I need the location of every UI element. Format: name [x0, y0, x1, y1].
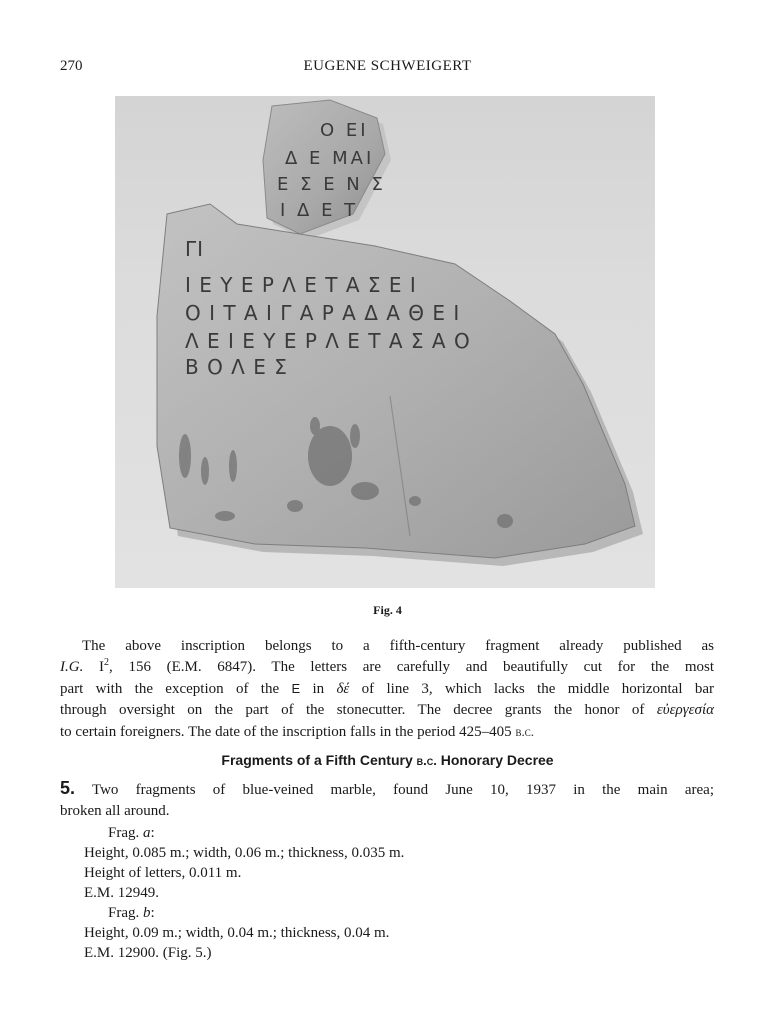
large-fragment-line-5: Β Ο Λ Ε Σ [185, 355, 288, 379]
frag-a-dimensions: Height, 0.085 m.; width, 0.06 m.; thickness, 0.035 m. [84, 845, 405, 861]
frag-b-inventory: E.M. 12900. (Fig. 5.) [84, 945, 212, 961]
frag-b-specs [84, 903, 389, 963]
paragraph1-line4: through oversight on the part of the stonecutter. The decree grants the honor of εὐεργεσία [60, 702, 714, 718]
frag-a-inventory: E.M. 12949. [84, 885, 159, 901]
large-fragment-line-4: Λ Ε Ι Ε Υ Ε Ρ Λ Ε Τ Α Σ Α Ο [185, 329, 471, 353]
paragraph-description [60, 636, 714, 743]
section-heading: Fragments of a Fifth Century b.c. Honorary Decree [221, 752, 554, 768]
paragraph1-line2: I.G. $I^2$, 156 (E.M. 6847). The letters are carefully and beautifully cut for the most [60, 657, 715, 675]
frag-b-dimensions: Height, 0.09 m.; width, 0.04 m.; thickness, 0.04 m. [84, 925, 390, 941]
inscription-photograph [115, 96, 655, 588]
marble-fragments-drawing [115, 96, 655, 588]
large-fragment-line-2: Ι Ε Υ Ε Ρ Λ Ε Τ Α Σ Ε Ι [185, 273, 417, 297]
paragraph1-line1: The above inscription belongs to a fifth-century fragment already published as [82, 638, 714, 654]
paragraph1-line5: to certain foreigners. The date of the inscription falls in the period 425–405 b.c. [60, 724, 534, 740]
large-fragment-line-1: ΓΙ [185, 237, 205, 261]
small-fragment-line-1: Ο ΕΙ [320, 120, 369, 141]
frag-a-specs [84, 823, 404, 903]
item-number: 5. [60, 778, 76, 798]
small-fragment-line-3: Ε Σ Ε Ν Σ [277, 174, 386, 195]
small-fragment-line-4: Ι Δ Ε Τ [280, 200, 359, 221]
figure-caption: Fig. 4 [373, 603, 402, 617]
large-fragment [157, 204, 635, 558]
paragraph1-line3: part with the exception of the E in δέ of line 3, which lacks the middle horizontal bar [60, 681, 714, 697]
frag-a-label: Frag. a: [108, 825, 155, 841]
large-fragment-line-3: Ο Ι Τ Α Ι Γ Α Ρ Α Δ Α Θ Ε Ι [185, 301, 461, 325]
page-header [60, 58, 715, 82]
page-number: 270 [60, 58, 83, 74]
frag-a-letter-height: Height of letters, 0.011 m. [84, 865, 242, 881]
frag-b-label: Frag. b: [108, 905, 155, 921]
paragraph2-line2: broken all around. [60, 803, 170, 819]
paragraph2-line1: 5. Two fragments of blue-veined marble, found June 10, 1937 in the main area; [60, 778, 714, 798]
paragraph-item-5 [60, 778, 714, 822]
small-fragment-line-2: Δ Ε ΜΑΙ [285, 148, 375, 169]
running-title: EUGENE SCHWEIGERT [303, 58, 472, 74]
